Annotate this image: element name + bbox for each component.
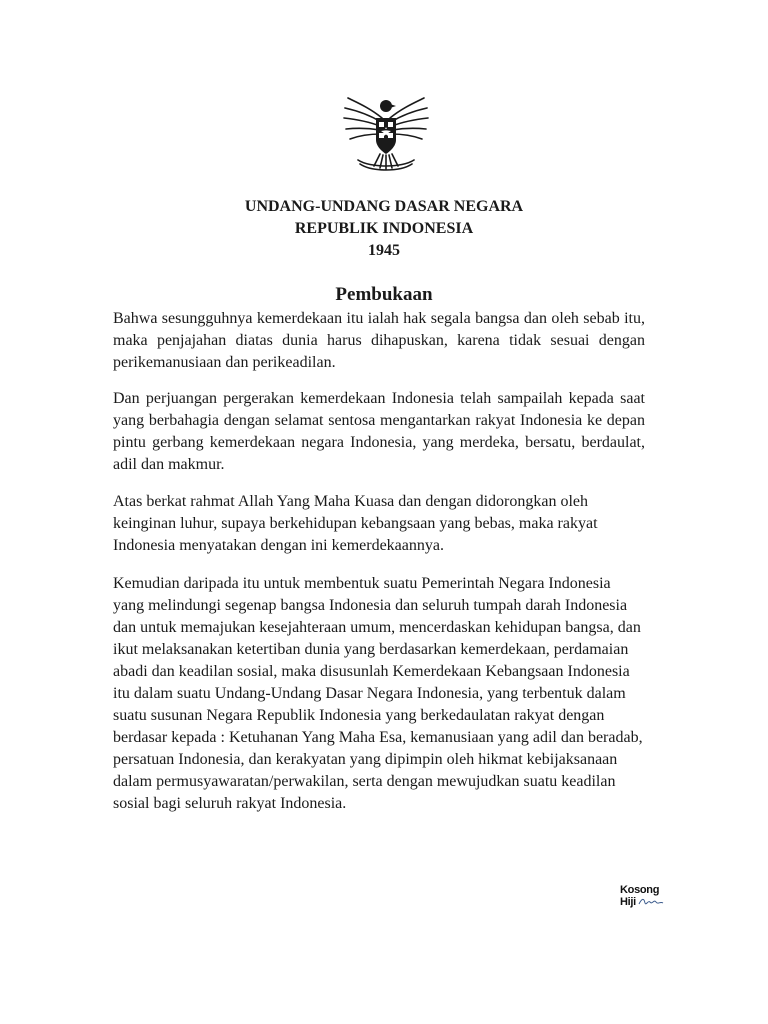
title-line-1: UNDANG-UNDANG DASAR NEGARA — [244, 198, 524, 215]
paragraph-4: Kemudian daripada itu untuk membentuk suatu Pemerintah Negara Indonesia yang melindungi segenap bangsa Indonesia dan seluruh tumpah darah Indonesia dan untuk memajukan kesejahteraan umum, mencerdaskan kehidupan bangsa, dan ikut melaksanakan ketertiban dunia yang berdasarkan kemerdekaan, perdamaian abadi dan keadilan sosial, maka disusunlah Kemerdekaan Kebangsaan Indonesia itu dalam suatu Undang-Undang Dasar Negara Indonesia, yang terbentuk dalam suatu susunan Negara Republik Indonesia yang berkedaulatan rakyat dengan berdasar kepada : Ketuhanan Yang Maha Esa, kemanusiaan yang adil dan beradab, persatuan Indonesia, dan kerakyatan yang dipimpin oleh hikmat kebijaksanaan dalam permusyawaratan/perwakilan, serta dengan mewujudkan suatu keadilan sosial bagi seluruh rakyat Indonesia. — [113, 575, 643, 812]
garuda-emblem-icon — [340, 88, 432, 176]
paragraph-1: Bahwa sesungguhnya kemerdekaan itu ialah hak segala bangsa dan oleh sebab itu, maka penjajahan diatas dunia harus dihapuskan, karena tidak sesuai dengan perikemanusiaan dan perikeadilan. — [113, 310, 645, 371]
document-title — [0, 196, 768, 262]
brand-logo — [620, 884, 672, 914]
signature-scribble-icon — [638, 896, 664, 908]
paragraph-3: Atas berkat rahmat Allah Yang Maha Kuasa dan dengan didorongkan oleh keinginan luhur, supaya berkehidupan kebangsaan yang bebas, maka rakyat Indonesia menyatakan dengan ini kemerdekaannya. — [113, 493, 598, 554]
brand-line-1: Kosong — [620, 884, 660, 896]
paragraph-2: Dan perjuangan pergerakan kemerdekaan Indonesia telah sampailah kepada saat yang berbahagia dengan selamat sentosa mengantarkan rakyat Indonesia ke depan pintu gerbang kemerdekaan negara Indonesia, yang merdeka, bersatu, berdaulat, adil dan makmur. — [113, 390, 645, 473]
brand-line-2: Hiji — [620, 896, 636, 908]
title-line-3: 1945 — [368, 242, 400, 259]
section-heading: Pembukaan — [335, 284, 433, 305]
title-line-2: REPUBLIK INDONESIA — [294, 220, 474, 237]
